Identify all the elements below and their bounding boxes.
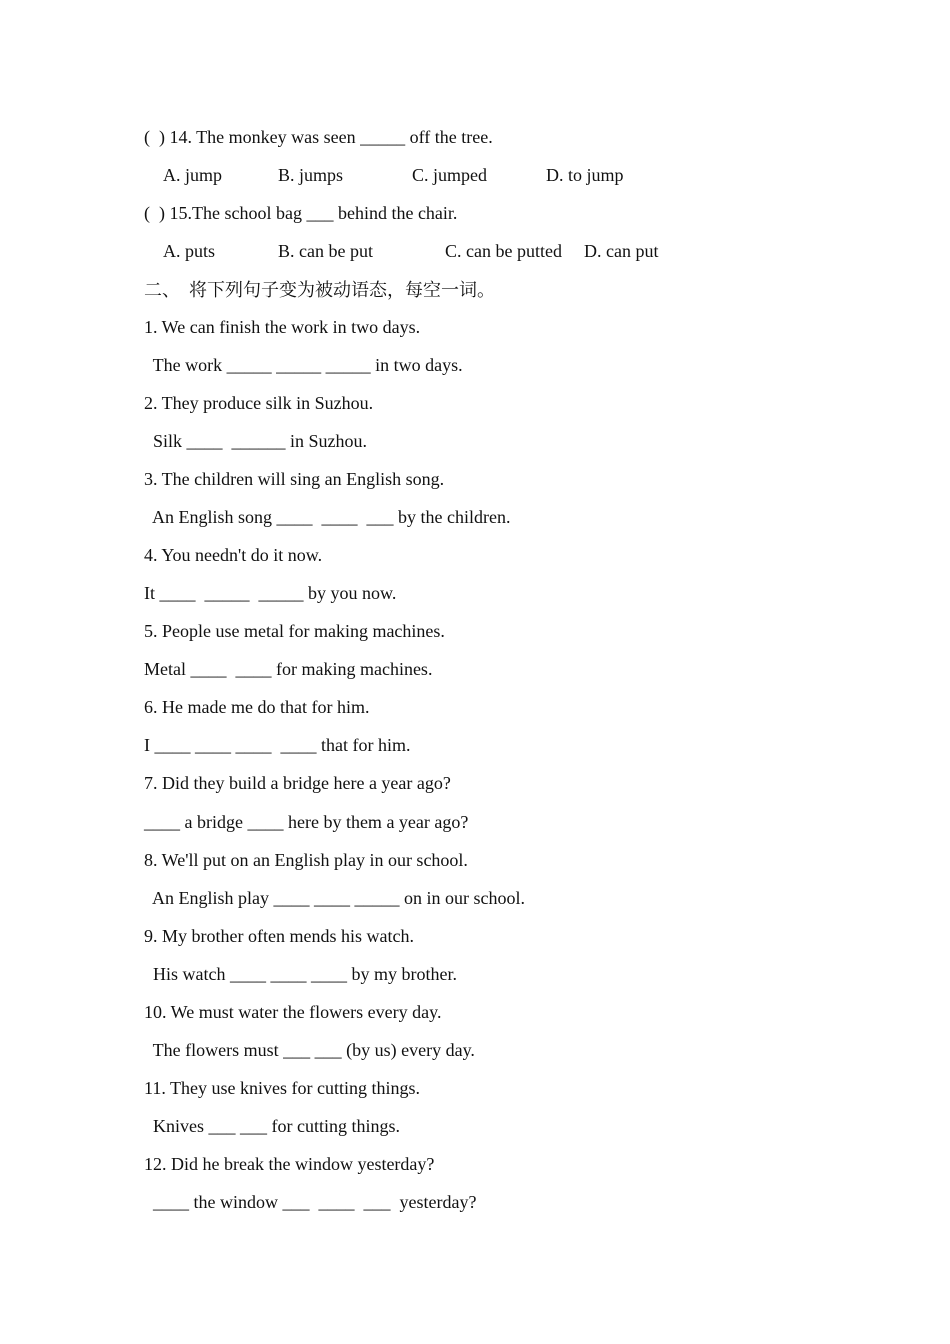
item-7-question: 7. Did they build a bridge here a year ago?	[144, 773, 451, 793]
item-10-question: 10. We must water the flowers every day.	[144, 1002, 442, 1022]
item-10-answer: The flowers must ___ ___ (by us) every day.	[144, 1040, 475, 1060]
item-3-answer: An English song ____ ____ ___ by the children.	[144, 507, 511, 527]
section-2-heading: 二、 将下列句子变为被动语态，每空一词。	[144, 280, 495, 300]
question-14-option-a: A. jump	[163, 165, 223, 185]
question-14-stem: ( ) 14. The monkey was seen _____ off the tree.	[144, 127, 493, 147]
question-14-option-b: B. jumps	[278, 165, 344, 185]
item-11-answer: Knives ___ ___ for cutting things.	[144, 1116, 400, 1136]
item-9-answer: His watch ____ ____ ____ by my brother.	[144, 964, 457, 984]
item-6-question: 6. He made me do that for him.	[144, 697, 370, 717]
item-4-question: 4. You needn't do it now.	[144, 545, 323, 565]
item-12-answer: ____ the window ___ ____ ___ yesterday?	[144, 1192, 477, 1212]
question-15-stem: ( ) 15.The school bag ___ behind the chair.	[144, 203, 458, 223]
item-1-answer: The work _____ _____ _____ in two days.	[144, 355, 463, 375]
question-15-option-c: C. can be putted	[445, 241, 562, 261]
item-5-question: 5. People use metal for making machines.	[144, 621, 445, 641]
question-14-option-d: D. to jump	[546, 165, 624, 185]
item-6-answer: I ____ ____ ____ ____ that for him.	[144, 735, 411, 755]
question-15-option-b: B. can be put	[278, 241, 373, 261]
item-3-question: 3. The children will sing an English song.	[144, 469, 445, 489]
item-2-answer: Silk ____ ______ in Suzhou.	[144, 431, 368, 451]
question-15-option-a: A. puts	[163, 241, 216, 261]
question-15-option-d: D. can put	[584, 241, 659, 261]
item-9-question: 9. My brother often mends his watch.	[144, 926, 414, 946]
item-8-question: 8. We'll put on an English play in our school.	[144, 850, 468, 870]
item-1-question: 1. We can finish the work in two days.	[144, 317, 421, 337]
item-11-question: 11. They use knives for cutting things.	[144, 1078, 420, 1098]
item-12-question: 12. Did he break the window yesterday?	[144, 1154, 435, 1174]
item-5-answer: Metal ____ ____ for making machines.	[144, 659, 433, 679]
question-14-option-c: C. jumped	[412, 165, 487, 185]
item-8-answer: An English play ____ ____ _____ on in our school.	[144, 888, 525, 908]
item-7-answer: ____ a bridge ____ here by them a year ago?	[144, 812, 469, 832]
item-4-answer: It ____ _____ _____ by you now.	[144, 583, 397, 603]
item-2-question: 2. They produce silk in Suzhou.	[144, 393, 374, 413]
